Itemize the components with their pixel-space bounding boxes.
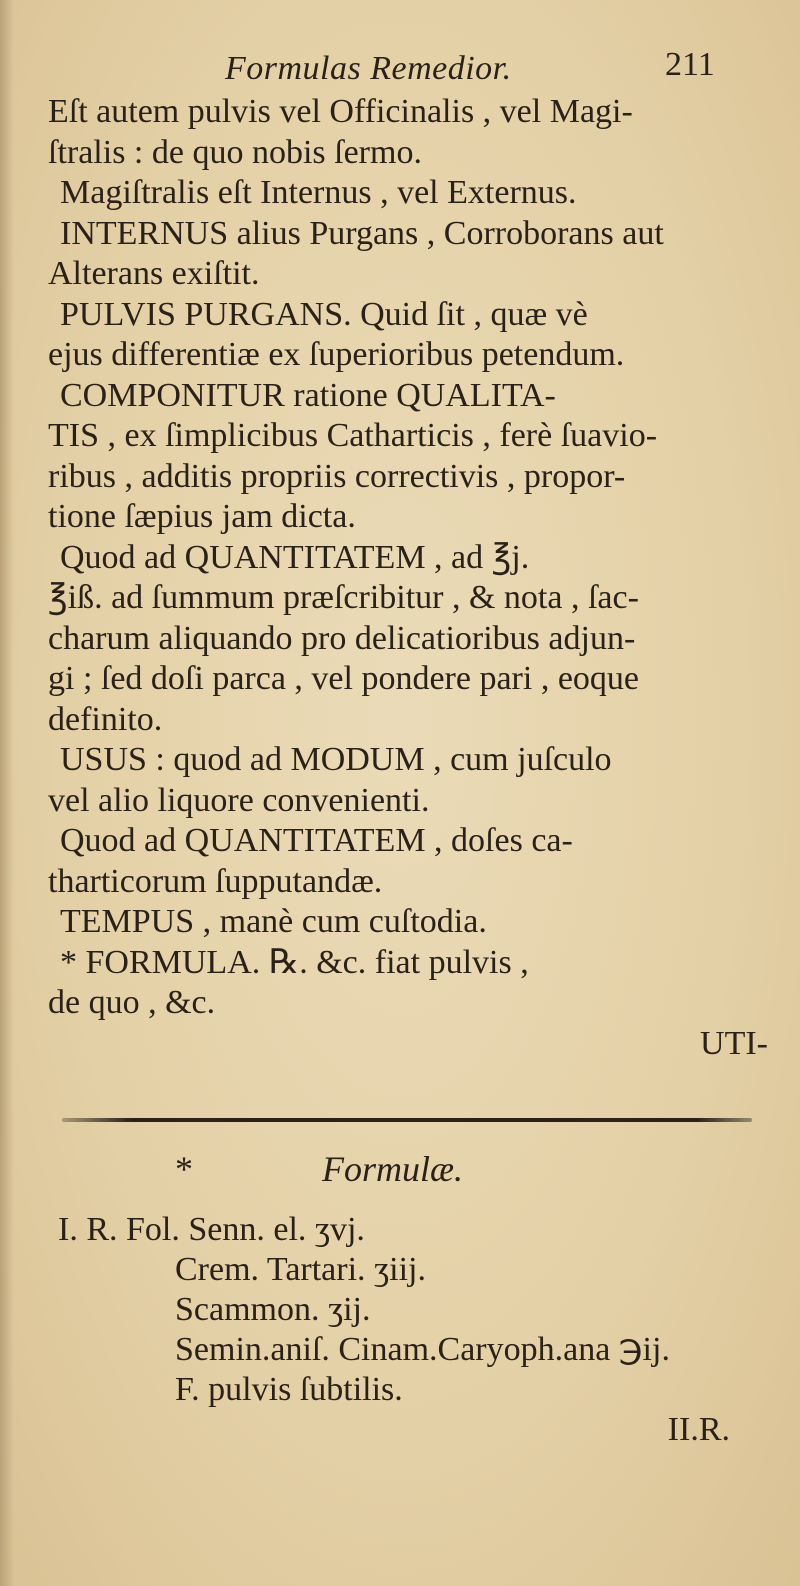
recipe-number: I. R.	[58, 1211, 118, 1248]
text-line: ejus differentiæ ex ſuperioribus petendum.	[48, 336, 625, 373]
page-header	[0, 40, 800, 90]
text-line: Alterans exiſtit.	[48, 255, 260, 292]
text-line: PULVIS PURGANS. Quid ſit , quæ vè	[60, 295, 588, 333]
text-line: Eſt autem pulvis vel Officinalis , vel Magi-	[48, 93, 633, 130]
text-line: INTERNUS alius Purgans , Corroborans aut	[60, 214, 664, 252]
main-text	[48, 92, 768, 1064]
text-line: USUS : quod ad MODUM , cum juſculo	[60, 741, 612, 778]
recipe-instruction: F. pulvis ſubtilis.	[175, 1371, 403, 1408]
text-line: tharticorum ſupputandæ.	[48, 862, 383, 900]
running-head: Formulas Remedior.	[225, 50, 512, 87]
text-line: * FORMULA. ℞. &c. fiat pulvis ,	[60, 943, 529, 981]
page-gutter-shadow	[0, 0, 14, 1586]
text-line: ℥iß. ad ſummum præſcribitur , & nota , ſac-	[48, 579, 639, 616]
recipe-ingredient: Semin.aniſ. Cinam.Caryoph.ana ℈ij.	[175, 1331, 670, 1368]
footnote-title: Formulæ.	[322, 1149, 464, 1189]
recipe-ingredient: Crem. Tartari. ʒiij.	[175, 1251, 426, 1288]
recipe-line	[58, 1210, 778, 1250]
footnote-rule	[62, 1118, 752, 1122]
footnote-catchword: II.R.	[667, 1411, 730, 1448]
recipe-block	[58, 1210, 778, 1450]
text-line: ribus , additis propriis correctivis , propor-	[48, 457, 626, 495]
text-line: vel alio liquore convenienti.	[48, 781, 430, 819]
text-line: TIS , ex ſimplicibus Catharticis , ferè ſuavio-	[48, 417, 658, 454]
text-line: TEMPUS , manè cum cuſtodia.	[60, 903, 487, 940]
text-line: gi ; ſed doſi parca , vel pondere pari , eoque	[48, 660, 639, 697]
recipe-ingredient: Scammon. ʒij.	[175, 1291, 371, 1328]
recipe-ingredient: Fol. Senn. el. ʒvj.	[126, 1211, 365, 1248]
text-line: Quod ad QUANTITATEM , doſes ca-	[60, 822, 573, 859]
text-line: definito.	[48, 700, 163, 738]
page-number: 211	[665, 46, 715, 83]
footnote-heading	[175, 1148, 463, 1190]
text-line: tione ſæpius jam dicta.	[48, 498, 356, 535]
text-line: Quod ad QUANTITATEM , ad ℥j.	[60, 538, 530, 576]
catchword: UTI-	[700, 1024, 768, 1062]
text-line: COMPONITUR ratione QUALITA-	[60, 376, 556, 414]
text-line: charum aliquando pro delicatioribus adjun-	[48, 619, 636, 657]
text-line: Magiſtralis eſt Internus , vel Externus.	[60, 174, 577, 211]
text-line: ſtralis : de quo nobis ſermo.	[48, 133, 422, 171]
text-line: de quo , &c.	[48, 984, 216, 1021]
footnote-star: *	[175, 1149, 193, 1189]
